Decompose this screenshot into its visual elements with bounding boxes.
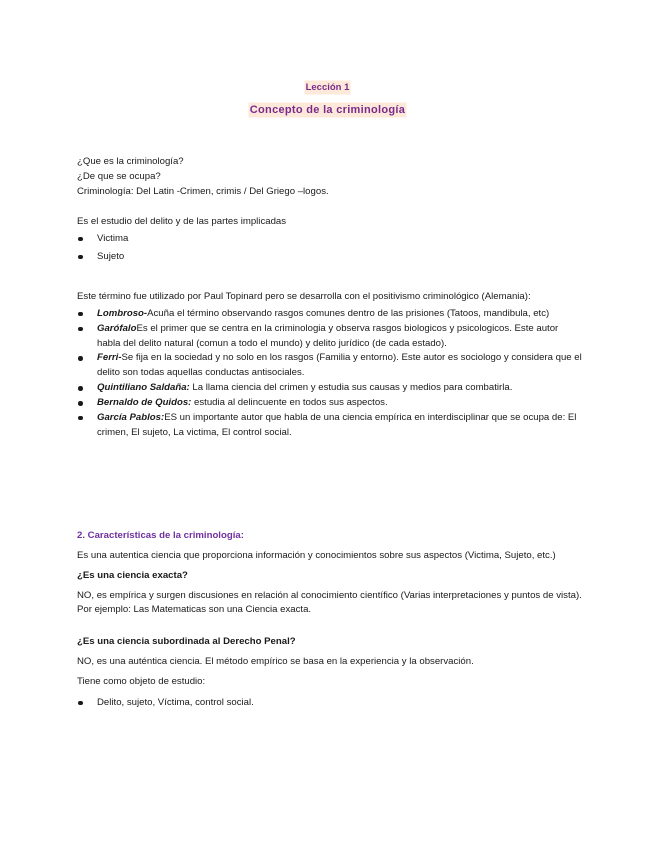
answer-subordinate: NO, es una auténtica ciencia. El método empírico se basa en la experiencia y la observación.: [77, 656, 474, 668]
author-name: Lombroso-: [97, 307, 148, 319]
lesson-title: Lección 1: [305, 82, 350, 93]
author-name: Garófalo: [97, 322, 137, 334]
author-name: Quintiliano Saldaña:: [97, 382, 190, 394]
study-list: [77, 232, 582, 265]
history-text: Este término fue utilizado por Paul Topinard pero se desarrolla con el positivismo criminológico (Alemania):: [77, 291, 531, 302]
author-item: [77, 411, 582, 441]
question-what: ¿Que es la criminología?: [77, 156, 184, 167]
answer-exact: NO, es empírica y surgen discusiones en relación al conocimiento científico (Varias interpretaciones y puntos de vista). Por ejemplo: Las Matematicas son una Ciencia exacta.: [77, 589, 582, 616]
history-block: [77, 290, 582, 441]
study-block: [77, 215, 582, 265]
author-text: ES un importante autor que habla de una ciencia empírica en interdisciplinar que se ocupa de: El crimen, El sujeto, La victima, El control social.: [97, 411, 577, 438]
author-text: Se fija en la sociedad y no solo en los rasgos (Familia y entorno). Este autor es sociologo y considera que el delito son todas aquellas conductas antisociales.: [97, 352, 582, 379]
section2-heading: 2. Características de la criminología:: [77, 530, 244, 541]
section2-text: Es una autentica ciencia que proporciona información y conocimientos sobre sus aspectos (Victima, Sujeto, etc.): [77, 549, 556, 561]
study-text: Es el estudio del delito y de las partes implicadas: [77, 216, 287, 227]
list-item: Victima: [77, 232, 582, 247]
author-name: Bernaldo de Quidos:: [97, 397, 192, 409]
author-text: La llama ciencia del crimen y estudia sus causas y medios para combatirla.: [189, 382, 513, 394]
etymology: Criminología: Del Latin -Crimen, crimis / Del Griego –logos.: [77, 185, 329, 197]
list-item: Delito, sujeto, Víctima, control social.: [77, 696, 582, 711]
author-text: Acuña el término observando rasgos comunes dentro de las prisiones (Tatoos, mandibula, etc): [147, 307, 550, 319]
author-item: [77, 396, 582, 411]
question-subordinate: ¿Es una ciencia subordinada al Derecho Penal?: [77, 636, 296, 648]
author-item: [77, 307, 582, 322]
authors-list: [77, 307, 582, 441]
list-item: Sujeto: [77, 250, 582, 265]
author-name: García Pablos:: [97, 411, 165, 423]
question-scope: ¿De que se ocupa?: [77, 170, 161, 182]
author-item: [77, 381, 582, 396]
author-name: Ferri-: [97, 352, 122, 364]
question-exact: ¿Es una ciencia exacta?: [77, 569, 188, 581]
author-text: estudia al delincuente en todos sus aspectos.: [191, 397, 388, 409]
section2-block: [77, 529, 582, 711]
author-text: Es el primer que se centra en la criminologia y observa rasgos biologicos y psicologicos. Este autor habla del delito natural (comun a todo el mundo) y delito jurídico (de cada estado).: [97, 322, 559, 349]
topic-title: Concepto de la criminología: [249, 104, 406, 116]
object-list: [77, 696, 582, 711]
object-text: Tiene como objeto de estudio:: [77, 676, 206, 688]
author-item: [77, 322, 582, 352]
intro-block: [77, 155, 582, 200]
author-item: [77, 351, 582, 381]
